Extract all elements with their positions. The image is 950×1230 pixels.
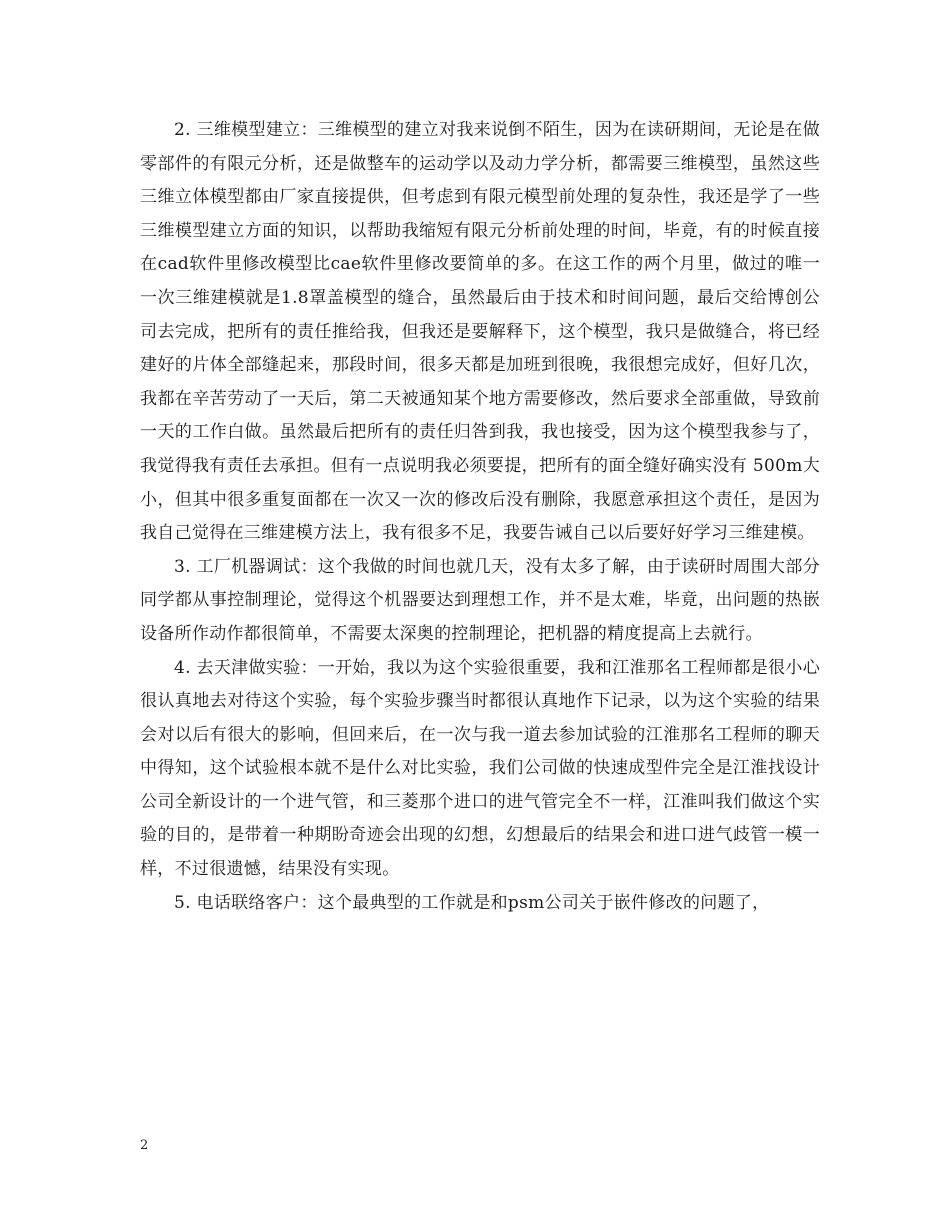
page-number: 2 [140,1138,149,1153]
paragraph-tianjin-experiment: 4. 去天津做实验：一开始，我以为这个实验很重要，我和江淮那名工程师都是很小心很认真地去对待这个实验，每个实验步骤当时都很认真地作下记录，以为这个实验的结果会对以后有很大的影响，但回来后，在一次与我一道去参加试验的江淮那名工程师的聊天中得知，这个试验根本就不是什么对比实验，我们公司做的快速成型件完全是江淮找设计公司全新设计的一个进气管，和三菱那个进口的进气管完全不一样，江淮叫我们做这个实验的目的，是带着一种期盼奇迹会出现的幻想，幻想最后的结果会和进口进气歧管一模一样，不过很遗憾，结果没有实现。 [140,657,820,880]
paragraph-phone-contact: 5. 电话联络客户：这个最典型的工作就是和psm公司关于嵌件修改的问题了， [174,892,770,913]
paragraph-machine-debugging: 3. 工厂机器调试：这个我做的时间也就几天，没有太多了解，由于读研时周围大部分同学都从事控制理论，觉得这个机器要达到理想工作，并不是太难，毕竟，出问题的热嵌设备所作动作都很简单，不需要太深奥的控制理论，把机器的精度提高上去就行。 [140,556,820,644]
paragraph-3d-modeling: 2. 三维模型建立：三维模型的建立对我来说倒不陌生，因为在读研期间，无论是在做零部件的有限元分析，还是做整车的运动学以及动力学分析，都需要三维模型，虽然这些三维立体模型都由厂家直接提供，但考虑到有限元模型前处理的复杂性，我还是学了一些三维模型建立方面的知识，以帮助我缩短有限元分析前处理的时间，毕竟，有的时候直接在cad软件里修改模型比cae软件里修改要简单的多。在这工作的两个月里，做过的唯一一次三维建模就是1.8罩盖模型的缝合，虽然最后由于技术和时间问题，最后交给博创公司去完成，把所有的责任推给我，但我还是要解释下，这个模型，我只是做缝合，将已经建好的片体全部缝起来，那段时间，很多天都是加班到很晚，我很想完成好，但好几次，我都在辛苦劳动了一天后，第二天被通知某个地方需要修改，然后要求全部重做，导致前一天的工作白做。虽然最后把所有的责任归咎到我，我也接受，因为这个模型我参与了，我觉得我有责任去承担。但有一点说明我必须要提，把所有的面全缝好确实没有 500m大小，但其中很多重复面都在一次又一次的修改后没有删除，我愿意承担这个责任，是因为我自己觉得在三维建模方法上，我有很多不足，我要告诫自己以后要好好学习三维建模。 [140,120,820,544]
document-body [140,114,820,920]
